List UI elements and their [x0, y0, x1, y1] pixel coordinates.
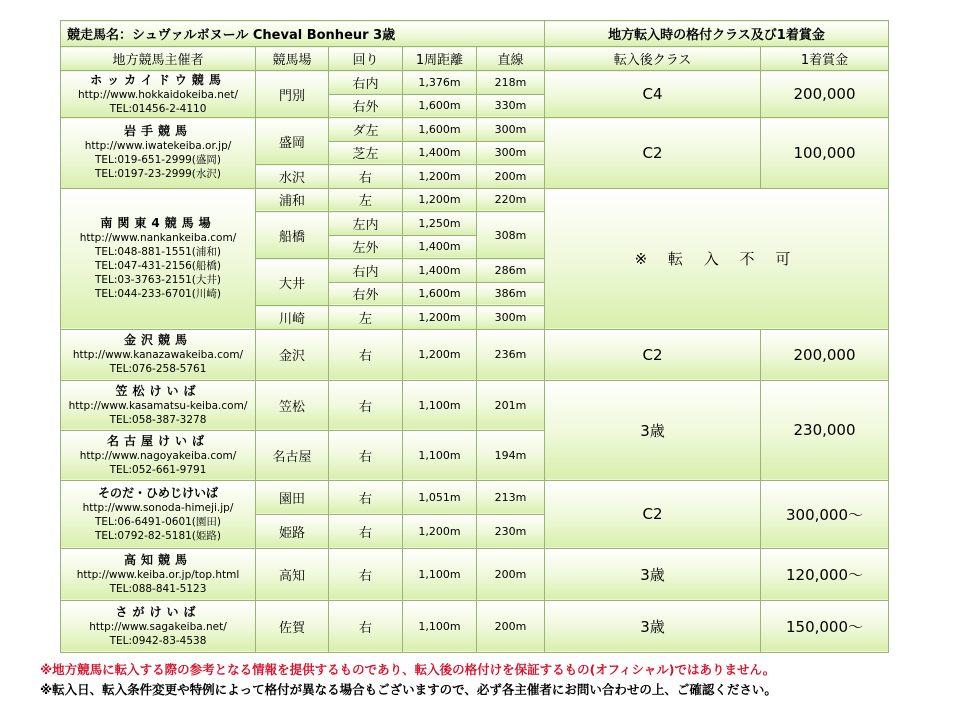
- distance: 1,200m: [403, 165, 477, 189]
- distance: 1,200m: [403, 306, 477, 330]
- turn: 左: [329, 188, 403, 212]
- table-row: [61, 188, 889, 212]
- course-name: 名古屋: [256, 430, 329, 480]
- col-header-straight: 直線: [477, 47, 545, 71]
- distance: 1,600m: [403, 118, 477, 142]
- table-row: [61, 380, 889, 430]
- organizer-kochi: 高知競馬 http://www.keiba.or.jp/top.html TEL:088-841-5123: [61, 548, 256, 600]
- course-name: 門別: [256, 71, 329, 118]
- course-name: 園田: [256, 480, 329, 514]
- straight: 300m: [477, 306, 545, 330]
- distance: 1,400m: [403, 235, 477, 259]
- straight: 200m: [477, 165, 545, 189]
- turn: 右内: [329, 259, 403, 283]
- transfer-class: C2: [545, 118, 761, 189]
- table-row: [61, 329, 889, 380]
- straight: 213m: [477, 480, 545, 514]
- col-header-turn: 回り: [329, 47, 403, 71]
- distance: 1,600m: [403, 94, 477, 118]
- organizer-kanazawa: 金沢競馬 http://www.kanazawakeiba.com/ TEL:076-258-5761: [61, 329, 256, 380]
- course-name: 笠松: [256, 380, 329, 430]
- col-header-course: 競馬場: [256, 47, 329, 71]
- first-prize: 150,000～: [761, 600, 889, 652]
- organizer-url[interactable]: http://www.hokkaidokeiba.net/: [77, 88, 239, 101]
- col-header-distance: 1周距離: [403, 47, 477, 71]
- distance: 1,100m: [403, 600, 477, 652]
- turn: 右: [329, 165, 403, 189]
- straight: 200m: [477, 600, 545, 652]
- disclaimer-note: ※地方競馬に転入する際の参考となる情報を提供するものであり、転入後の格付けを保証するもの(オフィシャル)ではありません。: [40, 662, 776, 677]
- turn: 右: [329, 329, 403, 380]
- col-header-organizer: 地方競馬主催者: [61, 47, 256, 71]
- distance: 1,200m: [403, 188, 477, 212]
- course-name: 姫路: [256, 514, 329, 548]
- course-name: 佐賀: [256, 600, 329, 652]
- organizer-saga: さがけいば http://www.sagakeiba.net/ TEL:0942-83-4538: [61, 600, 256, 652]
- turn: 右: [329, 430, 403, 480]
- organizer-minami-kanto: 南関東4競馬場 http://www.nankankeiba.com/ TEL:048-881-1551(浦和) TEL:047-431-2156(船橋) TEL:03-3763-2151(大井) TEL:044-233-6701(川崎): [61, 188, 256, 329]
- col-header-prize: 1着賞金: [761, 47, 889, 71]
- course-name: 盛岡: [256, 118, 329, 165]
- turn: 左: [329, 306, 403, 330]
- straight: 300m: [477, 141, 545, 165]
- disclaimer-notes: [40, 660, 940, 700]
- course-name: 浦和: [256, 188, 329, 212]
- organizer-url[interactable]: http://www.nankankeiba.com/: [79, 232, 237, 244]
- distance: 1,600m: [403, 282, 477, 306]
- turn: 右: [329, 514, 403, 548]
- transfer-class: C2: [545, 329, 761, 380]
- turn: 右: [329, 380, 403, 430]
- first-prize: 200,000: [761, 71, 889, 118]
- organizer-url[interactable]: http://www.sagakeiba.net/: [89, 620, 227, 633]
- turn: 左外: [329, 235, 403, 259]
- turn: 右外: [329, 94, 403, 118]
- straight: 286m: [477, 259, 545, 283]
- table-row: [61, 480, 889, 514]
- organizer-url[interactable]: http://www.kasamatsu-keiba.com/: [68, 399, 248, 412]
- table-row: [61, 71, 889, 95]
- straight: 220m: [477, 188, 545, 212]
- organizer-url[interactable]: http://www.sonoda-himeji.jp/: [82, 501, 234, 514]
- straight: 201m: [477, 380, 545, 430]
- distance: 1,200m: [403, 514, 477, 548]
- distance: 1,100m: [403, 380, 477, 430]
- turn: 芝左: [329, 141, 403, 165]
- horse-name-header: 競走馬名：シュヴァルボヌール Cheval Bonheur 3歳: [61, 21, 545, 47]
- transfer-not-allowed: ※ 転 入 不 可: [545, 188, 889, 329]
- organizer-kasamatsu: 笠松けいば http://www.kasamatsu-keiba.com/ TEL:058-387-3278: [61, 380, 256, 430]
- distance: 1,400m: [403, 259, 477, 283]
- turn: 左内: [329, 212, 403, 236]
- distance: 1,376m: [403, 71, 477, 95]
- table-title: 地方転入時の格付クラス及び1着賞金: [545, 21, 889, 47]
- first-prize: 120,000～: [761, 548, 889, 600]
- turn: 右内: [329, 71, 403, 95]
- organizer-url[interactable]: http://www.iwatekeiba.or.jp/: [84, 140, 232, 153]
- transfer-class-table: [60, 20, 889, 653]
- first-prize: 230,000: [761, 380, 889, 480]
- table-row: [61, 118, 889, 142]
- distance: 1,400m: [403, 141, 477, 165]
- turn: ダ左: [329, 118, 403, 142]
- course-name: 船橋: [256, 212, 329, 259]
- straight: 300m: [477, 118, 545, 142]
- organizer-iwate: 岩手競馬 http://www.iwatekeiba.or.jp/ TEL:019-651-2999(盛岡) TEL:0197-23-2999(水沢): [61, 118, 256, 189]
- course-name: 水沢: [256, 165, 329, 189]
- turn: 右: [329, 548, 403, 600]
- organizer-url[interactable]: http://www.nagoyakeiba.com/: [79, 449, 237, 462]
- course-name: 高知: [256, 548, 329, 600]
- straight: 308m: [477, 212, 545, 259]
- turn: 右: [329, 600, 403, 652]
- straight: 236m: [477, 329, 545, 380]
- distance: 1,051m: [403, 480, 477, 514]
- straight: 218m: [477, 71, 545, 95]
- transfer-class: C2: [545, 480, 761, 548]
- distance: 1,100m: [403, 430, 477, 480]
- first-prize: 300,000～: [761, 480, 889, 548]
- organizer-hokkaido: ホッカイドウ競馬 http://www.hokkaidokeiba.net/ TEL:01456-2-4110: [61, 71, 256, 118]
- course-name: 金沢: [256, 329, 329, 380]
- organizer-sonoda-himeji: そのだ・ひめじけいば http://www.sonoda-himeji.jp/ TEL:06-6491-0601(園田) TEL:0792-82-5181(姫路): [61, 480, 256, 548]
- transfer-class: 3歳: [545, 380, 761, 480]
- table-row: [61, 600, 889, 652]
- first-prize: 100,000: [761, 118, 889, 189]
- column-header-row: [61, 47, 889, 71]
- turn: 右: [329, 480, 403, 514]
- straight: 230m: [477, 514, 545, 548]
- disclaimer-note: ※転入日、転入条件変更や特例によって格付が異なる場合もございますので、必ず各主催者にお問い合わせの上、ご確認ください。: [40, 682, 777, 697]
- organizer-url[interactable]: http://www.kanazawakeiba.com/: [72, 349, 244, 361]
- distance: 1,100m: [403, 548, 477, 600]
- turn: 右外: [329, 282, 403, 306]
- distance: 1,250m: [403, 212, 477, 236]
- straight: 330m: [477, 94, 545, 118]
- organizer-url[interactable]: http://www.keiba.or.jp/top.html: [76, 568, 240, 581]
- course-name: 川崎: [256, 306, 329, 330]
- organizer-nagoya: 名古屋けいば http://www.nagoyakeiba.com/ TEL:052-661-9791: [61, 430, 256, 480]
- transfer-class: 3歳: [545, 548, 761, 600]
- table-row: [61, 548, 889, 600]
- straight: 386m: [477, 282, 545, 306]
- distance: 1,200m: [403, 329, 477, 380]
- course-name: 大井: [256, 259, 329, 306]
- col-header-class: 転入後クラス: [545, 47, 761, 71]
- transfer-class: 3歳: [545, 600, 761, 652]
- transfer-class: C4: [545, 71, 761, 118]
- straight: 194m: [477, 430, 545, 480]
- first-prize: 200,000: [761, 329, 889, 380]
- straight: 200m: [477, 548, 545, 600]
